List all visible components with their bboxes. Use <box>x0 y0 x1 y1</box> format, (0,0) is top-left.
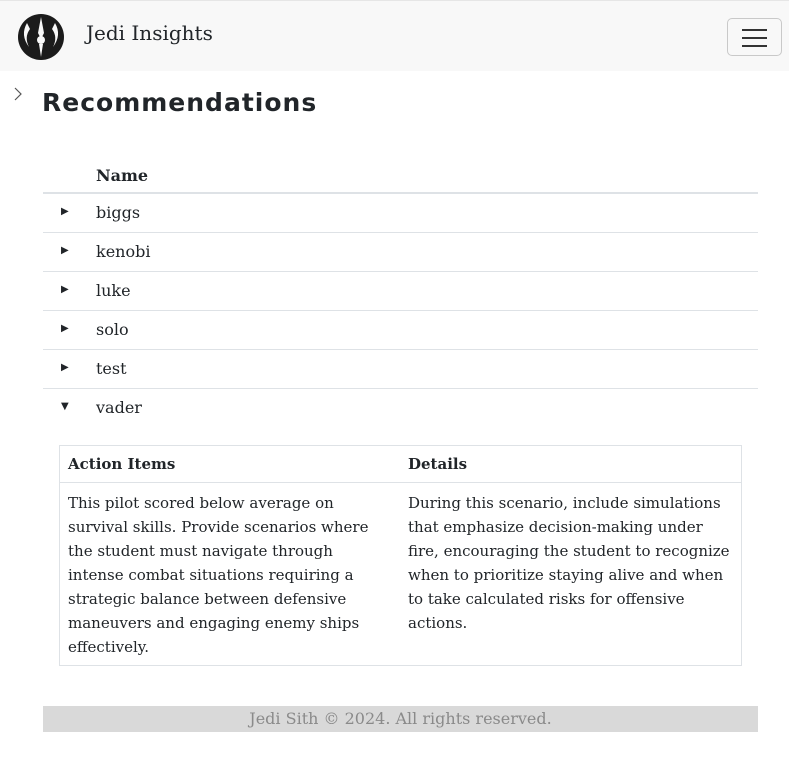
table-row[interactable] <box>43 350 758 389</box>
row-name: kenobi <box>96 242 151 261</box>
brand-title[interactable]: Jedi Insights <box>86 21 213 45</box>
caret-right-icon[interactable]: ▶ <box>61 323 69 334</box>
footer: Jedi Sith © 2024. All rights reserved. <box>43 706 758 732</box>
chevron-right-icon[interactable] <box>13 86 27 104</box>
hamburger-icon-line <box>742 45 767 47</box>
column-header-name: Name <box>96 166 149 185</box>
caret-down-icon[interactable]: ▼ <box>61 401 69 412</box>
jedi-order-icon[interactable] <box>17 13 65 61</box>
action-items-text: This pilot scored below average on survival skills. Provide scenarios where the student must navigate through intense combat situations requiring a strategic balance between defensive maneuvers and engaging enemy ships effectively. <box>68 494 369 656</box>
column-header-details: Details <box>408 455 468 473</box>
detail-header <box>60 446 741 483</box>
caret-right-icon[interactable]: ▶ <box>61 206 69 217</box>
hamburger-icon-line <box>742 37 767 39</box>
navbar <box>0 0 789 71</box>
details-text: During this scenario, include simulations that emphasize decision-making under fire, encouraging the student to recognize when to prioritize staying alive and when to take calculated risks for offensive actions. <box>408 494 730 632</box>
table-row[interactable] <box>43 272 758 311</box>
page-title: Recommendations <box>42 88 318 117</box>
caret-right-icon[interactable]: ▶ <box>61 245 69 256</box>
table-header <box>43 156 758 194</box>
menu-toggle-button[interactable] <box>727 18 782 56</box>
caret-right-icon[interactable]: ▶ <box>61 284 69 295</box>
caret-right-icon[interactable]: ▶ <box>61 362 69 373</box>
table-row[interactable] <box>43 233 758 272</box>
row-name: vader <box>96 398 142 417</box>
pilot-table <box>43 156 758 428</box>
row-name: test <box>96 359 127 378</box>
row-name: solo <box>96 320 129 339</box>
table-row[interactable] <box>43 311 758 350</box>
table-row[interactable] <box>43 194 758 233</box>
table-row-expanded[interactable] <box>43 389 758 428</box>
row-name: biggs <box>96 203 141 222</box>
column-header-action-items: Action Items <box>68 455 176 473</box>
hamburger-icon <box>742 29 767 31</box>
recommendation-detail <box>59 445 742 666</box>
row-name: luke <box>96 281 131 300</box>
